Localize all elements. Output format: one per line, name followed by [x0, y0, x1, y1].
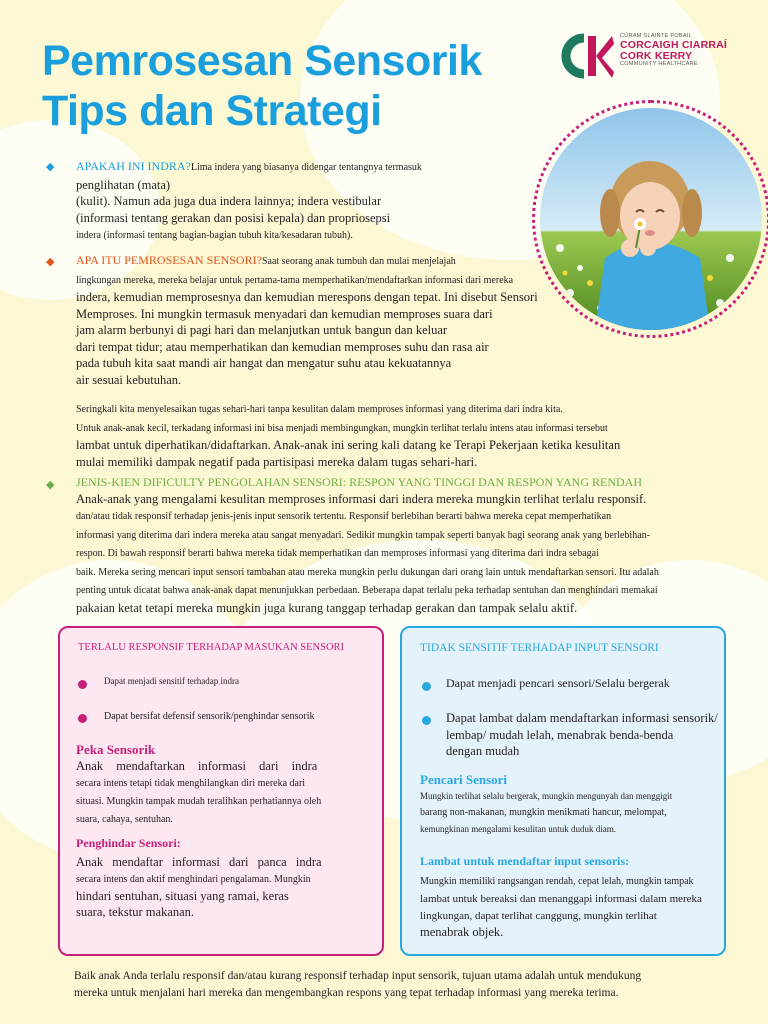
section1-line1: Lima indera yang biasanya didengar tentangnya termasuk	[190, 162, 422, 173]
sensory-sensitive-line3: situasi. Mungkin tampak mudah teralihkan perhatiannya oleh	[76, 796, 322, 807]
slow-to-register-line4: menabrak objek.	[420, 925, 504, 939]
logo-line-1: CÚRAM SLÁINTE POBAIL	[620, 33, 693, 39]
section2-line2: lingkungan mereka, mereka belajar untuk pertama-tama memperhatikan/mendaftarkan informasi dari mereka	[76, 274, 514, 286]
section3-line4: mulai memiliki dampak negatif pada partisipasi mereka dalam tugas sehari-hari.	[76, 454, 478, 469]
slow-to-register-line1: Mungkin memiliki rangsangan rendah, cepat lelah, mungkin tampak	[420, 876, 694, 887]
under-responsive-bullet-2	[446, 710, 718, 760]
sensory-sensitive-text	[76, 758, 366, 828]
sensory-seeker-line1: Mungkin terlihat selalu bergerak, mungkin mengunyah dan menggigit	[420, 791, 673, 801]
section4-line1: Anak-anak yang mengalami kesulitan memproses informasi dari indera mereka mungkin terlihat terlalu responsif.	[76, 491, 647, 506]
organization-logo	[558, 30, 758, 85]
section4-line2: dan/atau tidak responsif terhadap jenis-jenis input sensorik tertentu. Responsif berlebihan berarti bahwa mereka cepat memperhatikan	[76, 511, 612, 522]
bullet-diamond-icon: ◆	[46, 161, 55, 173]
slow-to-register-line3: lingkungan, dapat terlihat canggung, mungkin terlihat	[420, 910, 657, 922]
section4-line7: pakaian ketat tetapi mereka mungkin juga kurang tanggap terhadap gerakan dan tampak selalu aktif.	[76, 600, 578, 615]
logo-mark-icon	[558, 32, 616, 80]
section1-line3: (kulit). Namun ada juga dua indera lainnya; indera vestibular	[76, 194, 382, 208]
sensory-avoider-line4: suara, tekstur makanan.	[76, 905, 195, 919]
section2-line4: Memproses. Ini mungkin termasuk menyadari dan kemudian memproses suara dari	[76, 306, 493, 321]
slow-to-register-heading: Lambat untuk mendaftar input sensoris:	[420, 854, 630, 868]
section2-line1: Saat seorang anak tumbuh dan mulai menjelajah	[261, 256, 456, 267]
sensory-avoider-heading: Penghindar Sensori:	[76, 836, 181, 850]
over-responsive-box	[58, 626, 384, 956]
over-responsive-bullet-2: Dapat bersifat defensif sensorik/penghindar sensorik	[104, 711, 315, 722]
section-sensory-processing	[76, 252, 546, 388]
bullet-diamond-icon: ◆	[46, 479, 55, 491]
section1-line5: indera (informasi tentang bagian-bagian tubuh kita/kesadaran tubuh).	[76, 230, 353, 241]
section4-line4: respon. Di bawah responsif berarti bahwa mereka tidak memperhatikan dan memproses informasi yang diterima dari indra sebagai	[76, 548, 599, 559]
section2-line6: dari tempat tidur; atau memperhatikan dan kemudian memproses suhu dan rasa air	[76, 339, 489, 354]
under-responsive-title: TIDAK SENSITIF TERHADAP INPUT SENSORI	[420, 642, 659, 654]
section-heading-what-is-sense: APAKAH INI INDRA?	[76, 159, 191, 173]
bullet-dot-icon	[78, 680, 87, 689]
under-responsive-bullet-2-line1: Dapat lambat dalam mendaftarkan informasi sensorik/	[446, 711, 718, 725]
section-heading-types-difficulty: JENIS-KIEN DIFICULTY PENGOLAHAN SENSORI: RESPON YANG TINGGI DAN RESPON YANG RENDAH	[76, 475, 643, 489]
sensory-seeker-line2: barang non-makanan, mungkin menikmati hancur, melompat,	[420, 807, 667, 818]
section4-line5: baik. Mereka sering mencari input sensori tambahan atau mereka mungkin perlu dukungan dari orang lain untuk mendaftarkan sensori. Itu adalah	[76, 566, 659, 578]
child-photo	[540, 108, 762, 330]
section2-line8: air sesuai kebutuhan.	[76, 372, 182, 387]
section2-line7: pada tubuh kita saat mandi air hangat dan mengatur suhu atau kekuatannya	[76, 356, 452, 370]
logo-line-4: COMMUNITY HEALTHCARE	[620, 60, 698, 67]
section1-line4: (informasi tentang gerakan dan posisi kepala) dan propriosepsi	[76, 210, 391, 225]
section2-line5: jam alarm berbunyi di pagi hari dan melanjutkan untuk bangun dan keluar	[76, 323, 448, 337]
sensory-sensitive-line4: suara, cahaya, sentuhan.	[76, 814, 173, 825]
under-responsive-box	[400, 626, 726, 956]
sensory-avoider-line2: secara intens dan aktif menghindari pengalaman. Mungkin	[76, 874, 311, 885]
title-line-1: Pemrosesan Sensorik	[42, 37, 482, 85]
section-heading-sensory-processing: APA ITU PEMROSESAN SENSORI?	[76, 253, 262, 267]
sensory-seeker-line3: kemungkinan mengalami kesulitan untuk duduk diam.	[420, 824, 616, 834]
logo-text	[620, 34, 727, 68]
sensory-seeker-text	[420, 788, 720, 837]
sensory-sensitive-line1: Anak mendaftarkan informasi dari indra	[76, 759, 318, 773]
footer-line2: mereka untuk menjalani hari mereka dan mengembangkan respons yang tepat terhadap informasi yang mereka terima.	[74, 987, 619, 999]
bullet-dot-icon	[422, 682, 431, 691]
section4-line6: penting untuk dicatat bahwa anak-anak dapat menunjukkan perbedaan. Beberapa dapat terlalu peka terhadap sentuhan dan menghindari memakai	[76, 585, 658, 596]
section-daily-tasks	[76, 400, 736, 470]
logo-line-2: CORCAIGH CIARRAÍ	[620, 38, 728, 51]
section-types-difficulty	[76, 474, 746, 616]
section3-line3: lambat untuk diperhatikan/didaftarkan. Anak-anak ini sering kali datang ke Terapi Pekerjaan ketika kesulitan	[76, 438, 621, 452]
sensory-seeker-heading: Pencari Sensori	[420, 772, 508, 787]
sensory-avoider-text	[76, 854, 366, 920]
section-what-is-sense	[76, 158, 536, 245]
sensory-sensitive-line2: secara intens tetapi tidak menghilangkan diri mereka dari	[76, 778, 306, 789]
bullet-dot-icon	[422, 716, 431, 725]
bullet-dot-icon	[78, 714, 87, 723]
girl-with-flower-illustration	[540, 108, 762, 330]
section2-line3: indera, kemudian memprosesnya dan kemudian merespons dengan tepat. Ini disebut Sensori	[76, 290, 538, 304]
section4-line3: informasi yang diterima dari indera mereka atau sangat menyadari. Sedikit mungkin tampak seperti banyak bagi seorang anak yang berlebihan-	[76, 529, 650, 541]
sensory-sensitive-heading: Peka Sensorik	[76, 742, 156, 757]
slow-to-register-text	[420, 872, 720, 940]
slow-to-register-line2: lambat untuk bereaksi dan menanggapi informasi dalam mereka	[420, 893, 702, 905]
section3-line1: Seringkali kita menyelesaikan tugas sehari-hari tanpa kesulitan dalam memproses informasi yang diterima dari indra kita.	[76, 404, 563, 415]
sensory-avoider-line3: hindari sentuhan, situasi yang ramai, keras	[76, 889, 289, 903]
section1-line2: penglihatan (mata)	[76, 177, 171, 192]
under-responsive-bullet-2-line2: lembap/ mudah lelah, menabrak benda-benda	[446, 727, 674, 742]
section3-line2: Untuk anak-anak kecil, terkadang informasi ini bisa menjadi membingungkan, mungkin terlihat terlalu intens atau informasi tersebut	[76, 422, 608, 434]
logo-line-3: CORK KERRY	[620, 49, 693, 62]
over-responsive-title: TERLALU RESPONSIF TERHADAP MASUKAN SENSORI	[78, 642, 345, 653]
over-responsive-bullet-1: Dapat menjadi sensitif terhadap indra	[104, 676, 239, 686]
footer-line1: Baik anak Anda terlalu responsif dan/atau kurang responsif terhadap input sensorik, tujuan utama adalah untuk mendukung	[74, 970, 642, 982]
bullet-diamond-icon: ◆	[46, 256, 55, 268]
under-responsive-bullet-2-line3: dengan mudah	[446, 744, 520, 758]
closing-paragraph	[74, 968, 724, 1002]
title-line-2: Tips dan Strategi	[42, 87, 382, 135]
under-responsive-bullet-1: Dapat menjadi pencari sensori/Selalu bergerak	[446, 676, 670, 690]
sensory-avoider-line1: Anak mendaftar informasi dari panca indra	[76, 855, 322, 869]
page-title	[42, 36, 482, 136]
